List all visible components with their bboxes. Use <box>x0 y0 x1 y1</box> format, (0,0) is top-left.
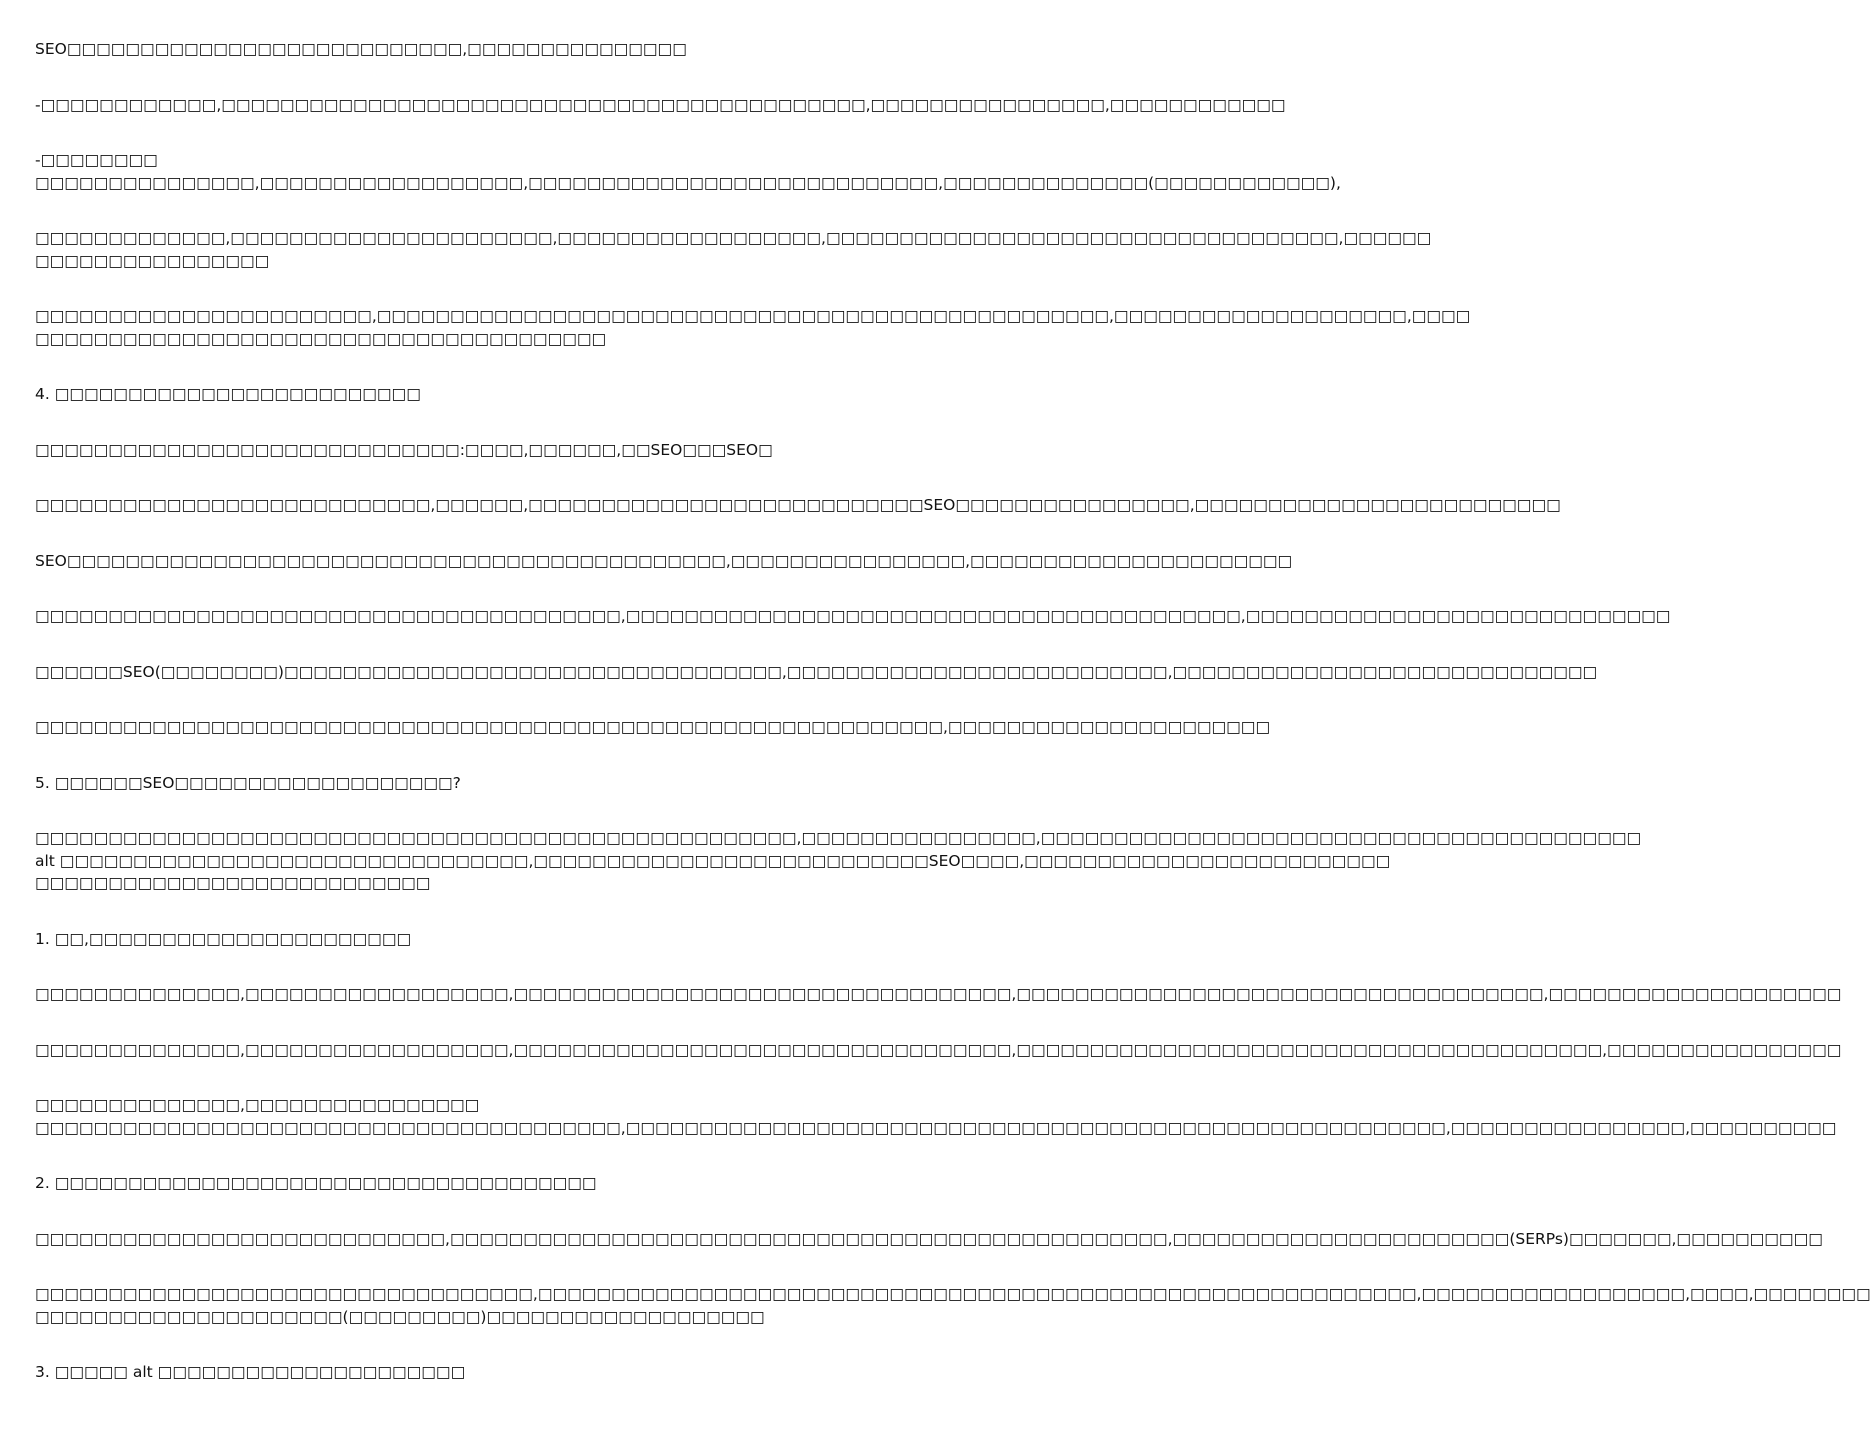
text-line: □□□□□□□□□□□□□,□□□□□□□□□□□□□□□□□□□□□□,□□□□□□□□□□□□□□□□□□,□□□□□□□□□□□□□□□□□□□□□□□□□□□□□□□□□□□,□□□□□□ <box>35 229 1432 247</box>
text-line: □□□□□□□□□□□□□□,□□□□□□□□□□□□□□□□ <box>35 1096 480 1114</box>
paragraph <box>35 1039 1842 1062</box>
paragraph <box>35 1228 1823 1251</box>
text-line: □□□□□□□□□□□□□□□□□□□□□□□□□□□,□□□□□□,□□□□□□□□□□□□□□□□□□□□□□□□□□□SEO□□□□□□□□□□□□□□□□,□□□□□□□□□□□□□□□□□□□□□□□□□ <box>35 496 1561 514</box>
paragraph <box>35 827 1642 895</box>
paragraph <box>35 305 1471 350</box>
paragraph <box>35 227 1432 272</box>
text-line: 2. □□□□□□□□□□□□□□□□□□□□□□□□□□□□□□□□□□□□□ <box>35 1174 597 1192</box>
paragraph <box>35 772 990 795</box>
paragraph <box>35 550 1293 573</box>
text-line: 3. □□□□□ alt □□□□□□□□□□□□□□□□□□□□□ <box>35 1363 466 1381</box>
text-line: □□□□□□SEO(□□□□□□□□)□□□□□□□□□□□□□□□□□□□□□□□□□□□□□□□□□□,□□□□□□□□□□□□□□□□□□□□□□□□□□,□□□□□□□□□□□□□□□□□□□□□□□□□□□□□ <box>35 662 1598 681</box>
text-line: □□□□□□□□□□□□□□□,□□□□□□□□□□□□□□□□□□,□□□□□□□□□□□□□□□□□□□□□□□□□□□□,□□□□□□□□□□□□□□(□□□□□□□□□□□□), <box>35 173 1341 192</box>
paragraph <box>35 983 1842 1006</box>
text-line: alt □□□□□□□□□□□□□□□□□□□□□□□□□□□□□□□□,□□□□□□□□□□□□□□□□□□□□□□□□□□□SEO□□□□,□□□□□□□□□□□□□□□□□□□□□□□□□ <box>35 851 1391 870</box>
paragraph <box>35 928 990 951</box>
text-line: □□□□□□□□□□□□□□□□□□□□□□□□□□□□□□□□□□,□□□□□□□□□□□□□□□□□□□□□□□□□□□□□□□□□□□□□□□□□□□□□□□□□□□□□□□□□□□□,□□□□□□□□□□□□□□□□□□,□□□□,□□□□□□□□ <box>35 1285 1871 1303</box>
paragraph <box>35 716 1271 739</box>
paragraph <box>35 149 1341 194</box>
text-line: 1. □□,□□□□□□□□□□□□□□□□□□□□□□ <box>35 929 412 948</box>
text-line: □□□□□□□□□□□□□□□□□□□□□□□□□□□ <box>35 874 431 892</box>
text-line: 5. □□□□□□SEO□□□□□□□□□□□□□□□□□□□? <box>35 773 461 792</box>
text-line: -□□□□□□□□□□□□,□□□□□□□□□□□□□□□□□□□□□□□□□□□□□□□□□□□□□□□□□□□□,□□□□□□□□□□□□□□□□,□□□□□□□□□□□□ <box>35 95 1286 114</box>
text-line: □□□□□□□□□□□□□□□□□□□□□□□□□□□□□□□□□□□□□□□□□□□□□□□□□□□□□□□□□□□□□□,□□□□□□□□□□□□□□□□□□□□□□ <box>35 718 1271 736</box>
text-line: -□□□□□□□□ <box>35 151 158 169</box>
text-line: SEO□□□□□□□□□□□□□□□□□□□□□□□□□□□□□□□□□□□□□□□□□□□□□,□□□□□□□□□□□□□□□□,□□□□□□□□□□□□□□□□□□□□□□ <box>35 551 1293 570</box>
paragraph <box>35 661 1598 684</box>
text-line: □□□□□□□□□□□□□□□□□□□□□□□□□□□□□□□□□□□□□□□□□□□□□□□□□□□□,□□□□□□□□□□□□□□□□,□□□□□□□□□□□□□□□□□□□□□□□□□□□□□□□□□□□□□□□□□ <box>35 829 1642 847</box>
text-line: □□□□□□□□□□□□□□□□□□□□□□□□□□□□□:□□□□,□□□□□□,□□SEO□□□SEO□ <box>35 440 773 459</box>
text-line: SEO□□□□□□□□□□□□□□□□□□□□□□□□□□□,□□□□□□□□□□□□□□□ <box>35 40 687 58</box>
text-line: □□□□□□□□□□□□□□□□□□□□□□□□□□□□□□□□□□□□□□□□,□□□□□□□□□□□□□□□□□□□□□□□□□□□□□□□□□□□□□□□□□□,□□□□□□□□□□□□□□□□□□□□□□□□□□□□□ <box>35 607 1671 625</box>
text-line: □□□□□□□□□□□□□□□□ <box>35 251 270 270</box>
paragraph <box>35 605 1671 628</box>
paragraph <box>35 38 990 61</box>
text-line: 4. □□□□□□□□□□□□□□□□□□□□□□□□□ <box>35 385 421 403</box>
paragraph <box>35 494 1561 517</box>
text-line: □□□□□□□□□□□□□□□□□□□□□□□□□□□□□□□□□□□□□□□ <box>35 329 607 348</box>
text-line: □□□□□□□□□□□□□□,□□□□□□□□□□□□□□□□□□,□□□□□□□□□□□□□□□□□□□□□□□□□□□□□□□□□□,□□□□□□□□□□□□□□□□□□□□□□□□□□□□□□□□□□□□□□□□,□□□□□□□□□□□□□□□□ <box>35 1040 1842 1059</box>
paragraph <box>35 1172 990 1195</box>
text-line: □□□□□□□□□□□□□□□□□□□□□(□□□□□□□□□)□□□□□□□□□□□□□□□□□□□ <box>35 1307 765 1326</box>
text-line: □□□□□□□□□□□□□□□□□□□□□□□□□□□□□□□□□□□□□□□□,□□□□□□□□□□□□□□□□□□□□□□□□□□□□□□□□□□□□□□□□□□□□□□□□□□□□□□□□,□□□□□□□□□□□□□□□□,□□□□□□□□□□ <box>35 1118 1837 1137</box>
paragraph <box>35 439 990 462</box>
text-line: □□□□□□□□□□□□□□□□□□□□□□□□□□□□,□□□□□□□□□□□□□□□□□□□□□□□□□□□□□□□□□□□□□□□□□□□□□□□□□,□□□□□□□□□□□□□□□□□□□□□□□(SERPs)□□□□□□□,□□□□□□□□□□ <box>35 1229 1823 1248</box>
paragraph <box>35 1361 990 1384</box>
paragraph <box>35 1094 1837 1139</box>
document-body <box>35 38 1871 1417</box>
text-line: □□□□□□□□□□□□□□□□□□□□□□□,□□□□□□□□□□□□□□□□□□□□□□□□□□□□□□□□□□□□□□□□□□□□□□□□□□,□□□□□□□□□□□□□□□□□□□□,□□□□ <box>35 307 1471 325</box>
text-line: □□□□□□□□□□□□□□,□□□□□□□□□□□□□□□□□□,□□□□□□□□□□□□□□□□□□□□□□□□□□□□□□□□□□,□□□□□□□□□□□□□□□□□□□□□□□□□□□□□□□□□□□□,□□□□□□□□□□□□□□□□□□□□ <box>35 985 1842 1003</box>
paragraph <box>35 1283 1871 1328</box>
paragraph <box>35 94 1286 117</box>
paragraph <box>35 383 990 406</box>
